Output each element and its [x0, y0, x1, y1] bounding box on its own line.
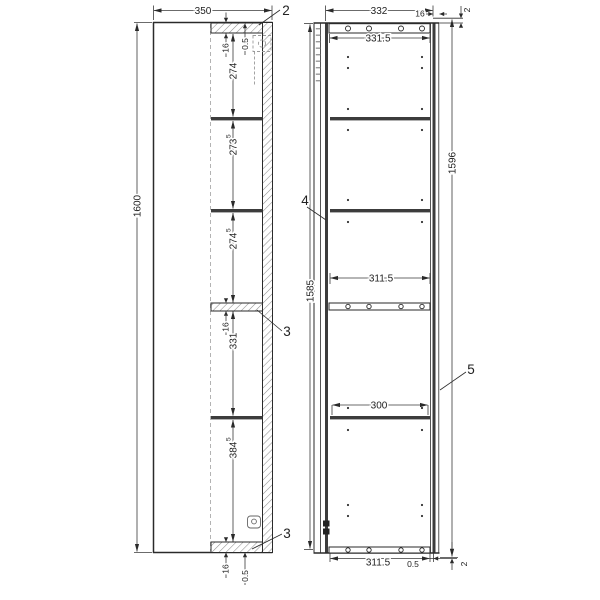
dim-shelf3-space-sup: 5: [225, 437, 233, 441]
front-view-dimensions: [304, 6, 472, 571]
callout-fixed-shelf: 3: [283, 324, 291, 339]
side-view: [133, 3, 291, 585]
adjustable-shelves-front: [330, 117, 430, 419]
dim-bottom-gap-label: 0.5: [407, 559, 419, 569]
dim-side-thickness-label: 16: [415, 8, 425, 19]
back-panel-section: [263, 23, 273, 553]
dim-top-thickness-label: 16: [220, 43, 231, 53]
dim-top-space-label: 274: [228, 62, 240, 80]
dim-shelf2-space-sup: 5: [225, 228, 233, 232]
dim-shelf1-space-label: 273: [228, 138, 240, 156]
callout-right-side-panel: 5: [467, 362, 475, 377]
bottom-rail: [329, 547, 430, 553]
dim-height-outer-label: 1596: [447, 151, 459, 175]
fixed-shelf-section: [211, 303, 263, 311]
dim-bottom-thickness-label: 16: [220, 564, 231, 574]
dim-top-gap-label: 0.5: [240, 38, 250, 50]
dim-inner-width-top-label: 331.5: [365, 33, 391, 45]
dim-bottom-offset-label: 2: [459, 561, 469, 567]
dim-inner-width-bottom-label: 311.5: [365, 557, 391, 569]
callout-left-side-panel: 4: [301, 193, 309, 208]
dim-shelf1-space-sup: 5: [225, 134, 233, 138]
dim-fixed-thickness-label: 16: [220, 322, 231, 332]
dim-inner-width-middle-label: 311.5: [368, 273, 394, 285]
right-side-panel: [433, 23, 436, 553]
dim-bottom-shelf-width-label: 300: [370, 400, 388, 412]
dim-shelf2-space-label: 274: [228, 232, 240, 250]
dim-top-offset-label: 2: [462, 7, 472, 13]
dim-width-label: 332: [370, 6, 388, 17]
hinge-drill-marks: [316, 28, 320, 81]
dim-bottom-gap-label: 0.5: [240, 570, 250, 582]
front-view: [301, 6, 475, 571]
side-view-outline: [153, 22, 273, 553]
dim-height-label: 1600: [132, 194, 144, 218]
left-side-panel: [325, 23, 328, 553]
top-panel-section: [211, 23, 263, 33]
front-view-outline: [314, 23, 440, 553]
dim-height-inner-label: 1585: [305, 279, 317, 303]
shelf-pin-holes: [347, 56, 423, 517]
adjustable-shelves-side: [211, 117, 263, 419]
dim-fixed-space-label: 331: [228, 332, 240, 350]
callout-bottom-panel: 3: [283, 526, 291, 541]
fixed-shelf-front: [329, 303, 430, 310]
dim-depth-label: 350: [194, 6, 212, 17]
cam-fitting-icon: [248, 516, 261, 528]
dim-shelf3-space-label: 384: [228, 441, 240, 459]
top-rail: [329, 24, 430, 33]
callout-top-panel: 2: [282, 3, 290, 18]
